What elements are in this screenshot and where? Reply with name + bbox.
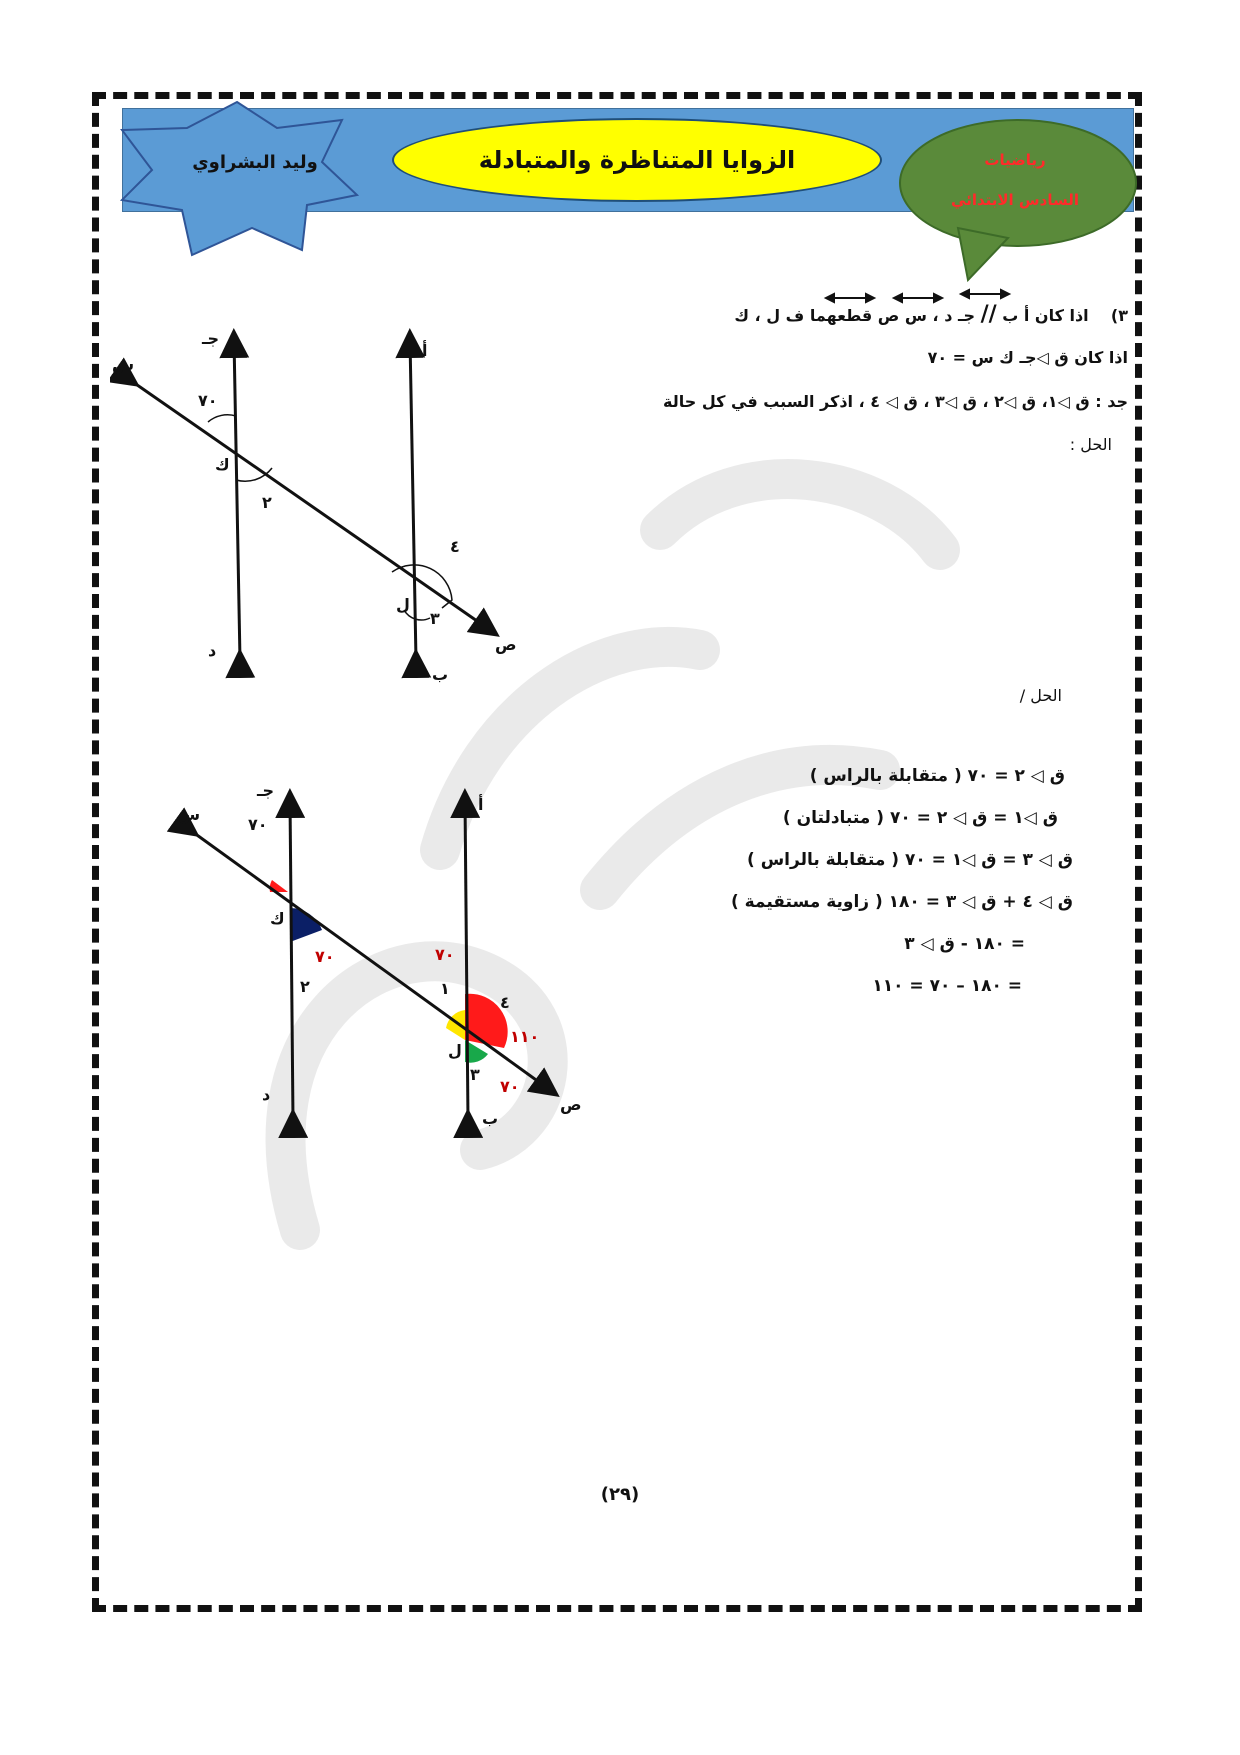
line-jd: جـ د [944,306,975,325]
label-s-end-2: ص [560,1095,582,1114]
label-d-2: د [262,1085,271,1104]
label-angle-given: ٧٠ [198,391,218,410]
page-number: (٢٩) [600,1484,640,1505]
line-overbar-arrows [820,288,1020,308]
label-110: ١١٠ [510,1027,540,1046]
label-70-top: ٧٠ [248,815,268,834]
label-b: ب [432,665,449,684]
solution-step-2: ق ◁١ = ق ◁ ٢ = ٧٠ ( متبادلتان ) [782,808,1058,828]
question-line-3: جد : ق ◁١، ق ◁٢ ، ق ◁٣ ، ق ◁ ٤ ، اذكر السبب في كل حالة [663,392,1128,411]
solution-heading-2: الحل / [1019,686,1062,705]
label-j-2: جـ [257,781,274,800]
solution-heading-1: الحل : [1069,435,1112,454]
label-a: أ [422,341,428,360]
label-a-2: أ [478,795,484,814]
label-l: ل [396,595,410,614]
line-transversal [130,380,490,630]
label-70-at-k: ٧٠ [315,947,335,966]
author-name: وليد البشراوي [192,152,318,173]
label-angle-4: ٤ [450,537,460,556]
line-ab-2 [465,800,468,1120]
arc-angle-given [208,415,236,422]
line-ab: اذا كان أ ب [1002,306,1089,325]
label-angle-4-2: ٤ [500,993,510,1012]
solution-step-4: ق ◁ ٤ + ق ◁ ٣ = ١٨٠ ( زاوية مستقيمة ) [730,892,1073,912]
label-s: س [112,355,135,374]
solution-step-6: = ١٨٠ – ٧٠ = ١١٠ [872,976,1022,996]
label-d: د [208,641,217,660]
solution-step-1: ق ◁ ٢ = ٧٠ ( متقابلة بالراس ) [809,766,1065,786]
label-angle-2-2: ٢ [300,977,310,996]
page-title: الزوايا المتناظرة والمتبادلة [478,146,796,174]
label-70-at-l-bottom: ٧٠ [500,1077,520,1096]
diagram-2 [160,780,600,1140]
subject-name: رياضيات [984,151,1046,169]
transversal-text: ، س ص قطعهما ف ل ، ك [734,306,939,325]
label-angle-1-2: ١ [440,979,450,998]
diagram-1 [110,320,570,690]
line-jd [234,340,240,660]
question-number: ٣) [1110,306,1128,325]
grade-name: السادس الابتدائي [951,191,1079,209]
label-angle-3: ٣ [430,609,440,628]
label-s-2: س [178,805,201,824]
label-k-2: ك [270,909,285,928]
label-j: جـ [202,329,219,348]
author-star-badge [112,100,362,260]
solution-step-3: ق ◁ ٣ = ق ◁١ = ٧٠ ( متقابلة بالراس ) [747,850,1073,870]
label-70-at-l-top: ٧٠ [435,945,455,964]
question-line-2: اذا كان ق ◁جـ ك س = ٧٠ [927,348,1128,367]
label-angle-3-2: ٣ [470,1065,480,1084]
line-ab [410,340,416,660]
subject-label [935,140,1095,220]
label-k: ك [215,455,230,474]
label-b-2: ب [482,1109,499,1128]
line-transversal-2 [190,830,550,1090]
label-angle-2: ٢ [262,493,272,512]
title-ellipse [392,118,882,202]
solution-step-5: = ١٨٠ - ق ◁ ٣ [904,934,1025,954]
line-jd-2 [290,800,293,1120]
parallel-symbol: // [980,302,997,327]
label-l-2: ل [448,1041,462,1060]
label-s-end: ص [495,635,517,654]
